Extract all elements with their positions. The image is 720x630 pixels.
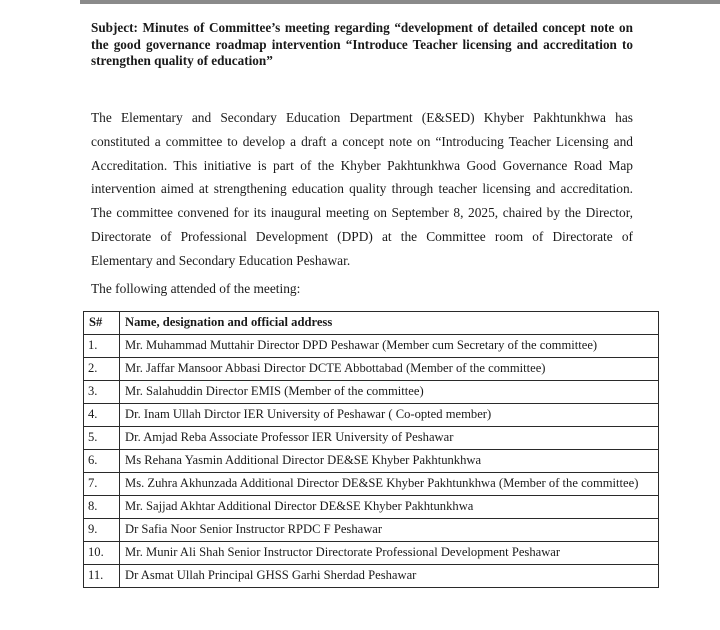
top-border-line [80,0,720,4]
table-header-row [84,312,659,335]
row-name: Mr. Munir Ali Shah Senior Instructor Directorate Professional Development Peshawar [120,542,659,565]
table-row [84,358,659,381]
row-name: Mr. Sajjad Akhtar Additional Director DE&SE Khyber Pakhtunkhwa [120,496,659,519]
table-row [84,427,659,450]
row-name: Ms Rehana Yasmin Additional Director DE&SE Khyber Pakhtunkhwa [120,450,659,473]
row-serial-number: 6. [84,450,120,473]
table-row [84,450,659,473]
row-serial-number: 7. [84,473,120,496]
table-row [84,496,659,519]
header-name-designation: Name, designation and official address [120,312,659,335]
row-serial-number: 3. [84,381,120,404]
row-serial-number: 1. [84,335,120,358]
row-name: Dr Asmat Ullah Principal GHSS Garhi Sherdad Peshawar [120,565,659,588]
row-name: Dr. Inam Ullah Dirctor IER University of Peshawar ( Co-opted member) [120,404,659,427]
row-serial-number: 9. [84,519,120,542]
attendees-intro: The following attended of the meeting: [91,281,301,296]
subject-heading: Subject: Minutes of Committee’s meeting regarding “development of detailed concept note on the good governance roadmap intervention “Introduce Teacher licensing and accreditation to strengthen quality of education” [91,20,633,68]
row-name: Mr. Jaffar Mansoor Abbasi Director DCTE Abbottabad (Member of the committee) [120,358,659,381]
row-serial-number: 5. [84,427,120,450]
table-row [84,473,659,496]
table-row [84,542,659,565]
row-name: Mr. Salahuddin Director EMIS (Member of the committee) [120,381,659,404]
row-name: Mr. Muhammad Muttahir Director DPD Peshawar (Member cum Secretary of the committee) [120,335,659,358]
attendees-table [83,311,659,588]
row-serial-number: 4. [84,404,120,427]
table-row [84,565,659,588]
row-serial-number: 10. [84,542,120,565]
row-serial-number: 8. [84,496,120,519]
table-row [84,404,659,427]
row-serial-number: 2. [84,358,120,381]
table-row [84,381,659,404]
table-row [84,519,659,542]
header-serial-number: S# [84,312,120,335]
row-name: Dr Safia Noor Senior Instructor RPDC F Peshawar [120,519,659,542]
row-name: Ms. Zuhra Akhunzada Additional Director DE&SE Khyber Pakhtunkhwa (Member of the committee) [120,473,659,496]
row-name: Dr. Amjad Reba Associate Professor IER University of Peshawar [120,427,659,450]
table-row [84,335,659,358]
row-serial-number: 11. [84,565,120,588]
body-paragraph: The Elementary and Secondary Education Department (E&SED) Khyber Pakhtunkhwa has constituted a committee to develop a draft a concept note on “Introducing Teacher Licensing and Accreditation. This initiative is part of the Khyber Pakhtunkhwa Good Governance Road Map intervention aimed at strengthening education quality through teacher licensing and accreditation. The committee convened for its inaugural meeting on September 8, 2025, chaired by the Director, Directorate of Professional Development (DPD) at the Committee room of Directorate of Elementary and Secondary Education Peshawar. [91,110,633,268]
